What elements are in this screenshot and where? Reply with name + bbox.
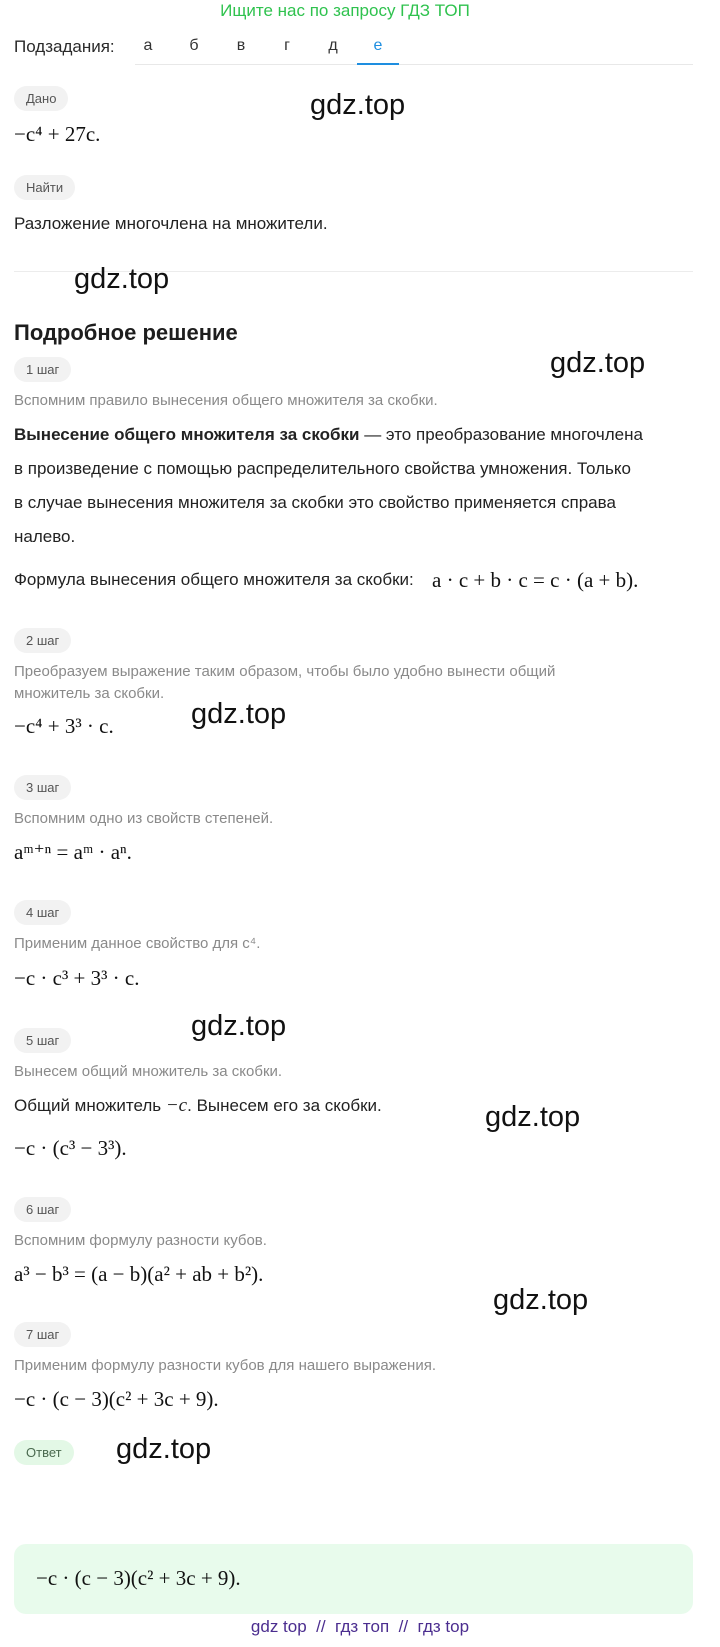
- watermark: gdz.top: [191, 1010, 287, 1042]
- step-3-pill: 3 шаг: [14, 775, 71, 800]
- tab-b[interactable]: б: [189, 37, 199, 54]
- watermark: gdz.top: [485, 1101, 581, 1133]
- step-1-line-1: — это преобразование многочлена: [359, 425, 643, 444]
- step-6-pill: 6 шаг: [14, 1197, 71, 1222]
- answer-expression: −c · (c − 3)(c² + 3c + 9).: [36, 1566, 241, 1590]
- step-1-line-2: в произведение с помощью распределительного свойства умножения. Только: [14, 459, 631, 478]
- step-6-hint: Вспомним формулу разности кубов.: [14, 1232, 267, 1249]
- step-1-formula-label: Формула вынесения общего множителя за скобки:: [14, 570, 414, 589]
- watermark: gdz.top: [310, 89, 406, 121]
- footer-links: [0, 1617, 720, 1637]
- step-1-definition: [14, 418, 694, 452]
- step-2-hint: Преобразуем выражение таким образом, чтобы было удобно вынести общий множитель за скобки.: [14, 663, 556, 702]
- step-1-pill: 1 шаг: [14, 357, 71, 382]
- footer-link-2[interactable]: гдз топ: [335, 1617, 390, 1636]
- tab-d[interactable]: д: [328, 37, 338, 54]
- step-2-expression: −c⁴ + 3³ · c.: [14, 714, 114, 738]
- tab-v[interactable]: в: [236, 37, 246, 54]
- step-7-expression: −c · (c − 3)(c² + 3c + 9).: [14, 1387, 219, 1411]
- footer-separator: //: [398, 1617, 409, 1636]
- step-6-expression: a³ − b³ = (a − b)(a² + ab + b²).: [14, 1262, 264, 1286]
- step-2-pill: 2 шаг: [14, 628, 71, 653]
- answer-pill: Ответ: [14, 1440, 74, 1465]
- given-pill: Дано: [14, 86, 68, 111]
- subtasks-label: Подзадания:: [14, 37, 115, 56]
- tab-g[interactable]: г: [284, 37, 290, 54]
- step-1-formula: a · c + b · c = c · (a + b).: [432, 568, 639, 592]
- step-4-hint: Применим данное свойство для c⁴.: [14, 935, 261, 952]
- find-text: Разложение многочлена на множители.: [14, 214, 328, 233]
- watermark: gdz.top: [550, 347, 646, 379]
- step-3-expression: aᵐ⁺ⁿ = aᵐ · aⁿ.: [14, 840, 132, 864]
- solution-heading: Подробное решение: [14, 320, 238, 345]
- step-5-text-after: . Вынесем его за скобки.: [187, 1096, 382, 1115]
- step-7-hint: Применим формулу разности кубов для нашего выражения.: [14, 1357, 437, 1374]
- watermark: gdz.top: [74, 263, 170, 295]
- step-5-text-math: −c: [165, 1095, 188, 1116]
- step-4-pill: 4 шаг: [14, 900, 71, 925]
- subtask-tabs: [135, 28, 693, 65]
- footer-link-3[interactable]: гдз top: [417, 1617, 470, 1636]
- step-5-text-before: Общий множитель: [14, 1096, 166, 1115]
- step-5-expression: −c · (c³ − 3³).: [14, 1136, 127, 1160]
- watermark: gdz.top: [191, 698, 287, 730]
- step-1-line-4: налево.: [14, 527, 76, 546]
- step-1-line-3: в случае вынесения множителя за скобки это свойство применяется справа: [14, 493, 616, 512]
- given-expression: −c⁴ + 27c.: [14, 122, 101, 146]
- search-banner: Ищите нас по запросу ГДЗ ТОП: [220, 1, 470, 20]
- step-4-expression: −c · c³ + 3³ · c.: [14, 966, 140, 990]
- step-5-text: [14, 1089, 382, 1123]
- watermark: gdz.top: [116, 1433, 212, 1465]
- step-1-hint: Вспомним правило вынесения общего множителя за скобки.: [14, 392, 438, 409]
- step-5-pill: 5 шаг: [14, 1028, 71, 1053]
- step-7-pill: 7 шаг: [14, 1322, 71, 1347]
- find-pill: Найти: [14, 175, 75, 200]
- footer-link-1[interactable]: gdz top: [250, 1617, 307, 1636]
- tab-e-active[interactable]: е: [357, 28, 399, 65]
- step-3-hint: Вспомним одно из свойств степеней.: [14, 810, 274, 827]
- step-5-hint: Вынесем общий множитель за скобки.: [14, 1063, 283, 1080]
- step-1-bold-term: Вынесение общего множителя за скобки: [14, 425, 360, 444]
- footer-separator: //: [316, 1617, 326, 1636]
- watermark: gdz.top: [493, 1284, 589, 1316]
- tab-a[interactable]: а: [143, 37, 153, 54]
